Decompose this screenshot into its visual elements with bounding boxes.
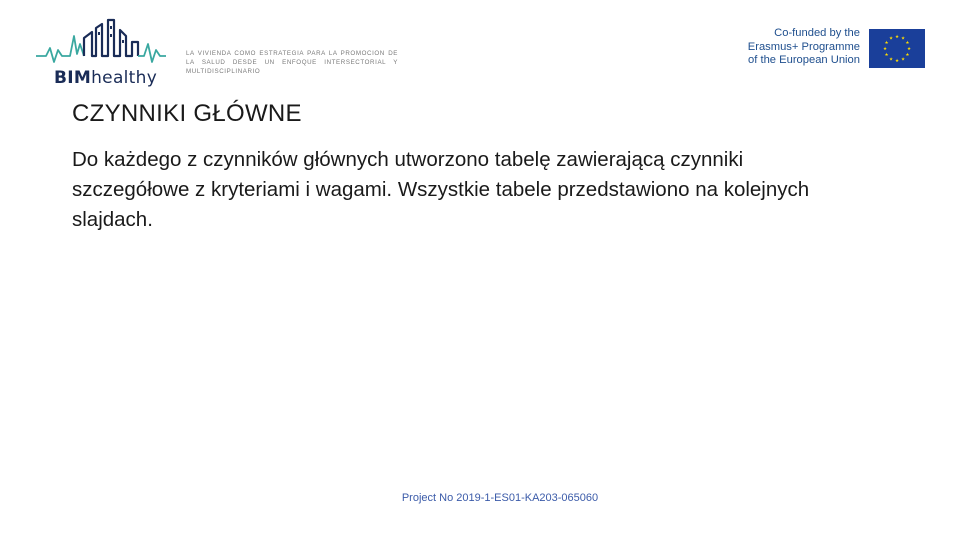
project-tagline: LA VIVIENDA COMO ESTRATEGIA PARA LA PROMOCION DE LA SALUD DESDE UN ENFOQUE INTERSECTORIAL Y MULTIDISCIPLINARIO xyxy=(186,50,398,75)
project-number: Project No 2019-1-ES01-KA203-065060 xyxy=(401,492,599,504)
eu-star-icon: ★ xyxy=(905,41,910,47)
eu-star-icon: ★ xyxy=(900,36,906,42)
eu-funding-line-2: Erasmus+ Programme xyxy=(747,40,860,53)
eu-star-icon: ★ xyxy=(884,53,889,59)
eu-star-icon: ★ xyxy=(905,53,910,59)
eu-star-icon: ★ xyxy=(884,41,889,47)
logo-text-bim: BIM xyxy=(54,68,92,88)
eu-funding-line-1: Co-funded by the xyxy=(774,27,860,39)
logo-wordmark xyxy=(54,68,157,88)
city-skyline-heartbeat-icon xyxy=(34,14,168,70)
eu-star-icon: ★ xyxy=(894,35,900,41)
eu-funding-line-3: of the European Union xyxy=(748,54,860,66)
eu-funding-text xyxy=(728,27,860,68)
slide-title: CZYNNIKI GŁÓWNE xyxy=(72,100,302,127)
eu-stars xyxy=(869,29,925,68)
eu-flag-icon xyxy=(869,29,925,68)
eu-star-icon: ★ xyxy=(894,59,900,65)
bimhealthy-logo xyxy=(34,14,168,88)
slide-body-text: Do każdego z czynników głównych utworzono tabelę zawierającą czynniki szczegółowe z kryteriami i wagami. Wszystkie tabele przedstawiono na kolejnych slajdach. xyxy=(72,148,810,231)
eu-star-icon: ★ xyxy=(882,47,888,53)
logo-text-healthy: healthy xyxy=(91,68,158,88)
eu-star-icon: ★ xyxy=(906,47,912,53)
eu-star-icon: ★ xyxy=(900,57,906,63)
eu-star-icon: ★ xyxy=(888,36,894,42)
eu-star-icon: ★ xyxy=(888,57,894,63)
